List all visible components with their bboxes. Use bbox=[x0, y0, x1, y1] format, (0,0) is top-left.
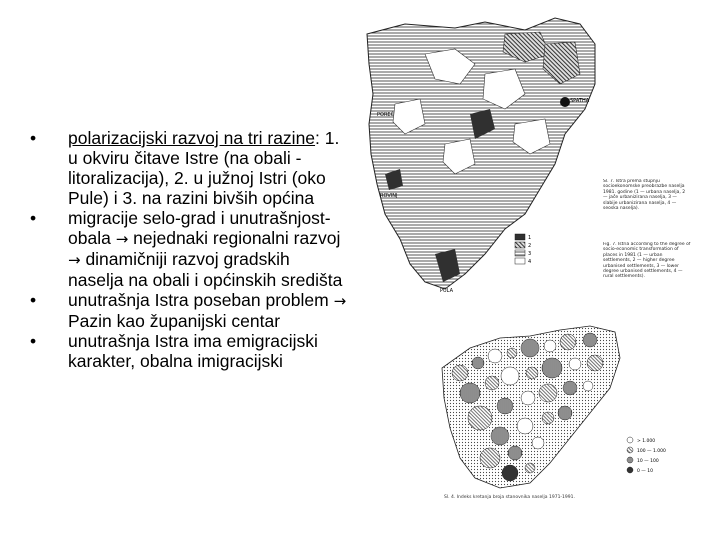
bullet-marker: • bbox=[30, 208, 37, 228]
istria-socioeconomic-map bbox=[365, 14, 693, 314]
bullet-text: dinamičniji razvoj gradskih naselja na obali i općinskih središta bbox=[68, 249, 343, 290]
istria-population-index-map bbox=[440, 318, 698, 503]
bullet-item bbox=[28, 208, 348, 290]
legend-label: 4 bbox=[528, 259, 532, 265]
map-caption-en: Fig. 7. Istria according to the degree of socio-economic transformation of places in 1981 (1 — urban settlements, 2 — higher degree urbanised settlements, 3 — lower degree urbanised settlements, 4 — rural settlements). bbox=[603, 242, 691, 280]
bullet-underlined-text: polarizacijski razvoj na tri razine bbox=[68, 128, 316, 148]
arrow-icon: → bbox=[68, 251, 81, 269]
bullet-text: nejednaki regionalni razvoj bbox=[128, 228, 341, 248]
legend-label: 10 — 100 bbox=[637, 459, 659, 464]
bullet-item bbox=[28, 290, 348, 331]
map-legend bbox=[627, 437, 666, 474]
bullet-text: : 1. u okviru čitave Istre (na obali - litoralizacija), 2. u južnoj Istri (oko Pule) i 3. na razini bivših općina bbox=[68, 128, 340, 208]
map-legend bbox=[515, 234, 531, 265]
arrow-icon: → bbox=[115, 230, 129, 248]
map-caption-hr: Sl. 7. Istra prema stupnju socioekonomske preobrazbe naselja 1981. godine (1 — urbana naselja, 2 — jače urbanizirana naselja, 3 — slabije urbanizirana naselja, 4 — seoska naselja). bbox=[603, 179, 686, 212]
bullet-marker: • bbox=[30, 290, 37, 310]
legend-label: 100 — 1.000 bbox=[637, 449, 666, 454]
legend-label: 1 bbox=[528, 235, 532, 241]
place-label: POREČ bbox=[377, 112, 395, 118]
legend-label: 3 bbox=[528, 251, 532, 257]
bullet-item bbox=[28, 128, 348, 208]
bullet-item bbox=[28, 331, 348, 371]
bullet-text: unutrašnja Istra poseban problem bbox=[68, 290, 334, 310]
arrow-icon: → bbox=[333, 292, 347, 310]
place-label: ROVINJ bbox=[380, 193, 398, 199]
bullet-text: migracije selo-grad i unutrašnjost-obala bbox=[68, 208, 331, 248]
bullet-text: Pazin kao županijski centar bbox=[68, 311, 281, 331]
legend-label: > 1.000 bbox=[637, 439, 656, 444]
bullet-marker: • bbox=[30, 331, 37, 351]
place-label: SPATHA bbox=[570, 98, 590, 104]
bullet-marker: • bbox=[30, 128, 37, 148]
bullet-list bbox=[28, 128, 348, 371]
map-caption: Sl. 4. Indeks kretanja broja stanovnika naselja 1971-1991. bbox=[444, 495, 575, 500]
legend-label: 0 — 10 bbox=[637, 469, 653, 474]
legend-label: 2 bbox=[528, 243, 532, 249]
place-label: PULA bbox=[440, 288, 453, 294]
bullet-text: unutrašnja Istra ima emigracijski karakter, obalna imigracijski bbox=[68, 331, 318, 371]
